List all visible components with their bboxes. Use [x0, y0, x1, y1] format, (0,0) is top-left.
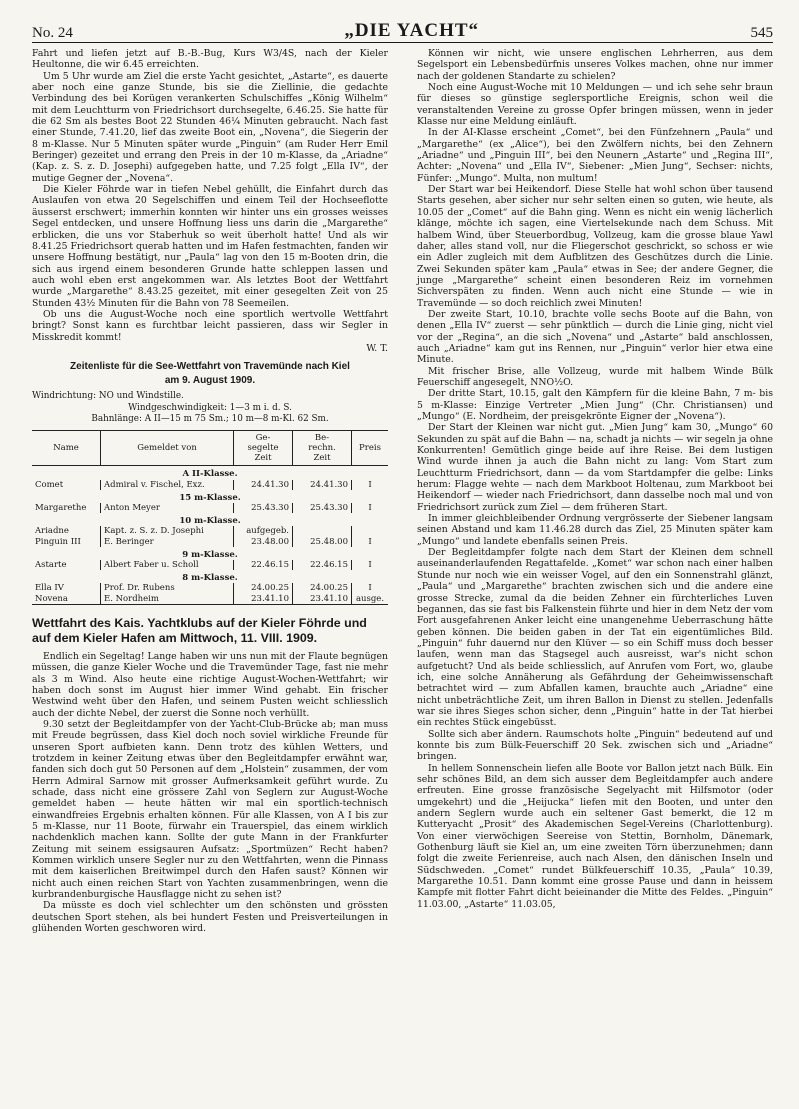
paragraph: In der AI-Klasse erscheint „Comet“, bei den Fünfzehnern „Paula“ und „Margarethe“ (ex „Alice“), bei den Zwölfern nichts, bei den Zehnern „Ariadne“ und „Pinguin III“, bei den Neunern „Astarte“ und „Regina III“, Achter: „Novena“ und „Ella IV“, Siebener: „Mien Jung“, Sechser: nichts, Fünfer: „Mungo“. Multa, non multum! [417, 127, 773, 184]
entered-by: Albert Faber u. Scholl [101, 560, 234, 570]
paragraph: In hellem Sonnenschein liefen alle Boote vor Ballon jetzt nach Bülk. Ein sehr schönes Bild, an dem sich ausser dem Begleitdampfer auch andere erfreuten. Eine grosse französische Segelyacht mit Hilfsmotor (oder umgekehrt) und die „Heijucka“ liefen mit den Booten, und unter den andern Seglern wurde auch ein seltener Gast bemerkt, die 12 m Kutteryacht „Prosit“ des Akademischen Segel-Vereins (Charlottenburg). Von einer vierwöchigen Seereise von Stettin, Bornholm, Dänemark, Gothenburg läuft sie Kiel an, um eine zweiten Törn überzunehmen; dann folgt die zweite Ferienreise, auch nach Alsen, den dänischen Inseln und Südschweden. „Comet“ rundet Bülkfeuerschiff 10.35, „Paula“ 10.39, Margarethe 10.51. Dann kommt eine grosse Pause und dann in heissem Kampfe mit flotter Fahrt dicht beieinander die Mitte des Feldes. „Pinguin“ 11.03.00, „Astarte“ 11.03.05, [417, 762, 773, 910]
results-body [32, 466, 388, 604]
paragraph: Der zweite Start, 10.10, brachte volle sechs Boote auf die Bahn, von denen „Ella IV“ zuerst — sehr pünktlich — durch die Linie ging, nicht viel vor der „Regina“, an die sich „Novena“ und „Astarte“ bald anschlossen, auch „Ariadne“ kam gut ins Rennen, nur „Pinguin“ verlor hier etwa eine Minute. [417, 308, 773, 366]
right-column [417, 48, 773, 934]
paragraph: In immer gleichbleibender Ordnung vergrösserte der Siebener langsam seinen Abstand und kam 11.46.28 durch das Ziel, 25 Minuten später kam „Mungo“ und landete ebenfalls seinen Preis. [417, 513, 773, 547]
paragraph: Mit frischer Brise, alle Vollzeug, wurde mit halbem Winde Bülk Feuerschiff angesegelt, NNO½O. [417, 365, 773, 388]
results-table-title-line-1: Zeitenliste für die See-Wettfahrt von Travemünde nach Kiel [70, 361, 350, 373]
paragraph: Endlich ein Segeltag! Lange haben wir uns nun mit der Flaute begnügen müssen, die ganze Kieler Woche und die Travemünder Tage, fast nie mehr als 3 m Wind. Also heute eine richtige August-Wochen-Wettfahrt; wir haben doch sonst im August hier immer Wind gehabt. Ein frischer Westwind weht über den Hafen, und seinem Pusten weicht schliesslich auch der dichte Nebel, der zuerst die Sonne noch verhüllt. [32, 650, 388, 719]
entered-by: E. Nordheim [101, 594, 234, 605]
paragraph: Da müsste es doch viel schlechter um den schönsten und grössten deutschen Sport stehen, als bei hundert Festen und Preisverteilungen in glühenden Worten geschworen wird. [32, 900, 388, 935]
class-header-row [32, 466, 388, 480]
entered-by: E. Beringer [101, 537, 234, 547]
corrected-time: 23.41.10 [293, 594, 352, 605]
author-signature: W. T. [366, 342, 388, 354]
section-title: Wettfahrt des Kais. Yachtklubs auf der Kieler Föhrde und auf dem Kieler Hafen am Mittwoch, 11. VIII. 1909. [32, 615, 367, 646]
wind-direction: Windrichtung: NO und Windstille. [32, 391, 184, 402]
paragraph: 9.30 setzt der Begleitdampfer von der Yacht-Club-Brücke ab; man muss mit Freude begrüssen, dass Kiel doch noch soviel wirkliche Freunde für unseren Sport aufbieten kann. Denn trotz des kühlen Wetters, und trotzdem in keiner Zeitung etwas über den Begleitdampfer erwähnt war, fanden sich doch gut 50 Personen auf dem „Holstein“ zusammen, der vom Herrn Admiral Sarnow mit grosser Aufmerksamkeit geführt wurde. Zu schade, dass nicht eine grössere Zahl von Seglern zur August-Woche gemeldet haben — heute hätten wir mal ein sportlich-technisch einwandfreies Ergebnis erhalten können. Für alle Klassen, von A I bis zur 5 m-Klasse, nur 11 Boote, fürwahr ein Trauerspiel, das einem wirklich nachdenklich machen kann. Sollte der gute Mann in der Frankfurter Zeitung mit seinem essigsauren Aufsatz: „Sportmüzen“ Recht haben? Kommen wirklich unsere Segler nur zu den Wettfahrten, wenn die Pinnass mit dem kaiserlichen Breitwimpel durch den Hafen saust? Können wir nicht auch einen reichen Start von Yachten zusammenbringen, wenn die kurbrandenburgische Hausflagge nicht zu sehen ist? [32, 718, 388, 901]
table-row [32, 583, 388, 593]
paragraph: Noch eine August-Woche mit 10 Meldungen — und ich sehe sehr braun für dieses so günstige seglersportliche Ereignis, schon weil die veranstaltenden Vereine zu grosse Opfer bringen müssen, wenn in jeder Klasse nur eine Meldung einläuft. [417, 82, 773, 128]
paragraph: Der Start war bei Heikendorf. Diese Stelle hat wohl schon über tausend Starts gesehen, aber sicher nur sehr selten einen so guten, wie heute, als 10.05 der „Comet“ auf die Bahn ging. Wenn es nicht ein wenig lächerlich klänge, möchte ich sagen, eine Viertelsekunde nach dem Schuss. Mit halbem Wind, über Steuerbordbug, Vollzeug, kam die grosse blaue Yawl daher, alles stand voll, nur die Fliegerschot geschrickt, so schoss er wie ein Adler zugleich mit dem Aufblitzen des Geschützes durch die Linie. Zwei Sekunden später kam „Paula“ etwas in See; der andere Gegner, die junge „Margarethe“ scheint einen besonderen Reiz im vornehmen Sichverspäten zu finden. Wenn auch nicht eine Stunde — wie in Travemünde — so doch reichlich zwei Minuten! [417, 184, 773, 309]
paragraph: Können wir nicht, wie unsere englischen Lehrherren, aus dem Segelsport ein Lebensbedürfnis unseres Volkes machen, ohne nur immer nach der goldenen Standarte zu schielen? [417, 48, 773, 82]
entered-by: Prof. Dr. Rubens [101, 583, 234, 593]
magazine-title: „DIE YACHT“ [344, 20, 480, 41]
paragraph: Der dritte Start, 10.15, galt den Kämpfern für die kleine Bahn, 7 m- bis 5 m-Klasse: Einzige Vertreter „Mien Jung“ (Chr. Christiansen) und „Mungo“ (E. Nordheim, der preisgekrönte Eigner der „Novena“). [417, 388, 773, 422]
corrected-time: 25.48.00 [293, 537, 352, 547]
boat-name: Comet [35, 479, 64, 490]
sailed-time: 23.41.10 [234, 594, 293, 605]
boat-name: Novena [35, 593, 68, 604]
prize: I [352, 480, 389, 490]
paragraph: Der Start der Kleinen war nicht gut. „Mien Jung“ kam 30, „Mungo“ 60 Sekunden zu spät auf die Bahn — na, schadt ja nichts — wir segeln ja ohne Konkurrenten! Gemütlich ginge beide auf ihre Reise. Bei dem lustigen Wind wurde ihnen ja auch die Bahn nicht zu lang: Vom Start zum Leuchtturm Friedrichsort, dann — da vom Startdampfer die gelbe: Links herum: Flagge wehte — nach dem Markboot Holtenau, zum Markboot bei Heikendorf — wieder nach Friedrichsort, dann dasselbe noch mal und von Friedrichsort zurück zum Ziel — dem früheren Start. [417, 422, 773, 513]
paragraph: Der Begleitdampfer folgte nach dem Start der Kleinen dem schnell auseinanderlaufenden Regattafelde. „Komet“ war schon nach einer halben Stunde nur noch wie ein weisser Vogel, auf den ein Sonnenstrahl glänzt, „Paula“ und „Margarethe“ brachten zwischen sich und die andere eine grosse Strecke, zumal da die beiden Zehner ein fürchterliches Luven begannen, das sie fast bis Falkenstein führte und hier in dem Netz der vom Fort ausgefahrenen Anker leicht eine unangenehme Ueberraschung hätte geben können. Die beiden gaben in der Tat ein eigentümliches Bild. „Pinguin“ fuhr dauernd nur den Klüver — so ein Schiff muss doch besser laufen, wenn man das Stagsegel auch ausreisst, war's nicht schon aufgetucht? Und als beide schliesslich, auf Anrufen vom Fort, wo, glaube ich, eine solche Annäherung als Gefährdung der Geheimwissenschaft betrachtet wird — zum Abfallen kamen, brauchte auch „Ariadne“ eine nicht unbeträchtliche Zeit, um ihren Ballon in Dienst zu stellen. Jedenfalls war sie ihres Sieges schon sicher, denn „Pinguin“ hatte in der Tat hierbei ein rechtes Stück eingebüsst. [417, 547, 773, 729]
sailed-time: aufgegeb. [234, 526, 293, 536]
class-label: 10 m-Klasse. [179, 516, 241, 527]
page-number: 545 [750, 25, 773, 41]
race-meta [32, 391, 388, 426]
class-header-row [32, 513, 388, 526]
col-header-corrected: Be- rechn. Zeit [293, 430, 352, 466]
prize: ausge. [352, 594, 389, 605]
class-header-row [32, 547, 388, 560]
table-row [32, 526, 388, 536]
col-header-sailed: Ge- segelte Zeit [234, 430, 293, 466]
class-header-row [32, 490, 388, 503]
col-header-prize: Preis [352, 430, 389, 466]
columns [32, 48, 773, 934]
boat-name: Ella IV [35, 583, 64, 594]
paragraph: Sollte sich aber ändern. Raumschots holte „Pinguin“ bedeutend auf und konnte bis zum Bülk-Feuerschiff 20 Sek. zwischen sich und „Ariadne“ bringen. [417, 728, 773, 763]
prize: I [352, 537, 389, 547]
results-table-title [32, 360, 388, 388]
prize [352, 526, 389, 536]
course-length: Bahnlänge: A II—15 m 75 Sm.; 10 m—8 m-Kl. 62 Sm. [91, 414, 329, 425]
class-label: 8 m-Klasse. [182, 573, 238, 584]
corrected-time: 24.41.30 [293, 480, 352, 490]
boat-name: Ariadne [35, 526, 69, 537]
prize: I [352, 503, 389, 513]
page-header [32, 14, 773, 43]
entered-by: Anton Meyer [101, 503, 234, 513]
wind-speed: Windgeschwindigkeit: 1—3 m i. d. S. [128, 402, 292, 413]
paragraph: Um 5 Uhr wurde am Ziel die erste Yacht gesichtet, „Astarte“, es dauerte aber noch eine ganze Stunde, bis sie die Ziellinie, die gedachte Verbindung des bei Korügen verankerten Schulschiffes „König Wilhelm“ mit dem Leuchtturm von Friedrichsort durchsegelte, 6.46.25. Sie hatte für die 62 Sm als bestes Boot 22 Stunden 46¼ Minuten gebraucht. Nach fast einer Stunde, 7.41.20, lief das zweite Boot ein, „Novena“, die Siegerin der 8 m-Klasse. Nur 5 Minuten später wurde „Pinguin“ (am Ruder Herr Emil Beringer) gezeitet und errang den Preis in der 10 m-Klasse, da „Ariadne“ (Kap. z. S. z. D. Josephi) aufgegeben hatte, und 7.25 folgt „Ella IV“, der mutige Gegner der „Novena“. [32, 70, 388, 184]
class-label: 15 m-Klasse. [179, 492, 241, 503]
corrected-time [293, 526, 352, 536]
class-label: A II-Klasse. [182, 469, 238, 480]
entered-by: Admiral v. Fischel, Exz. [101, 480, 234, 490]
class-label: 9 m-Klasse. [182, 549, 238, 560]
results-table [32, 430, 388, 605]
paragraph: Die Kieler Föhrde war in tiefen Nebel gehüllt, die Einfahrt durch das Auslaufen von etwa 20 Segelschiffen und einem Teil der Hochseeflotte äusserst erschwert; immerhin konnten wir hinter uns ein grosses weisses Segel entdecken, und unsere Hoffnung liess uns darin die „Margarethe“ erblicken, die uns vor Staberhuk so weit überholt hatte! Und als wir 8.41.25 Friedrichsort querab hatten und im Hafen festmachten, fanden wir unsere Hoffnung bestätigt, nur „Paula“ lag von den 15 m-Booten drin, die sich aus irgend einem besonderen Grunde hatte schleppen lassen und auch wohl eben erst angekommen war. Als letztes Boot der Wettfahrt wurde „Margarethe“ 8.43.25 gezeitet, mit einer gesegelten Zeit von 25 Stunden 43½ Minuten für die Bahn von 78 Seemeilen. [32, 184, 388, 309]
sailed-time: 24.00.25 [234, 583, 293, 593]
sailed-time: 22.46.15 [234, 560, 293, 570]
paragraph: Ob uns die August-Woche noch eine sportlich wertvolle Wettfahrt bringt? Sonst kann es furchtbar leicht passieren, dass wir Segler in Misskredit kommt! [32, 308, 388, 343]
boat-name: Astarte [35, 560, 67, 571]
col-header-name: Name [32, 430, 101, 466]
sailed-time: 24.41.30 [234, 480, 293, 490]
corrected-time: 24.00.25 [293, 583, 352, 593]
table-row [32, 594, 388, 605]
table-row [32, 560, 388, 570]
entered-by: Kapt. z. S. z. D. Josephi [101, 526, 234, 536]
results-table-title-line-2: am 9. August 1909. [164, 375, 256, 387]
boat-name: Margarethe [35, 503, 87, 513]
sailed-time: 23.48.00 [234, 537, 293, 547]
table-row [32, 480, 388, 490]
prize: I [352, 560, 389, 570]
corrected-time: 22.46.15 [293, 560, 352, 570]
prize: I [352, 583, 389, 593]
results-header-row [32, 430, 388, 466]
left-column [32, 48, 388, 934]
sailed-time: 25.43.30 [234, 503, 293, 513]
corrected-time: 25.43.30 [293, 503, 352, 513]
boat-name: Pinguin III [35, 536, 81, 547]
col-header-entered: Gemeldet von [101, 430, 234, 466]
class-header-row [32, 570, 388, 583]
paragraph: Fahrt und liefen jetzt auf B.-B.-Bug, Kurs W3/4S, nach der Kieler Heultonne, die wir 6.45 erreichten. [32, 48, 388, 71]
issue-number: No. 24 [32, 25, 73, 41]
table-row [32, 503, 388, 513]
table-row [32, 537, 388, 547]
